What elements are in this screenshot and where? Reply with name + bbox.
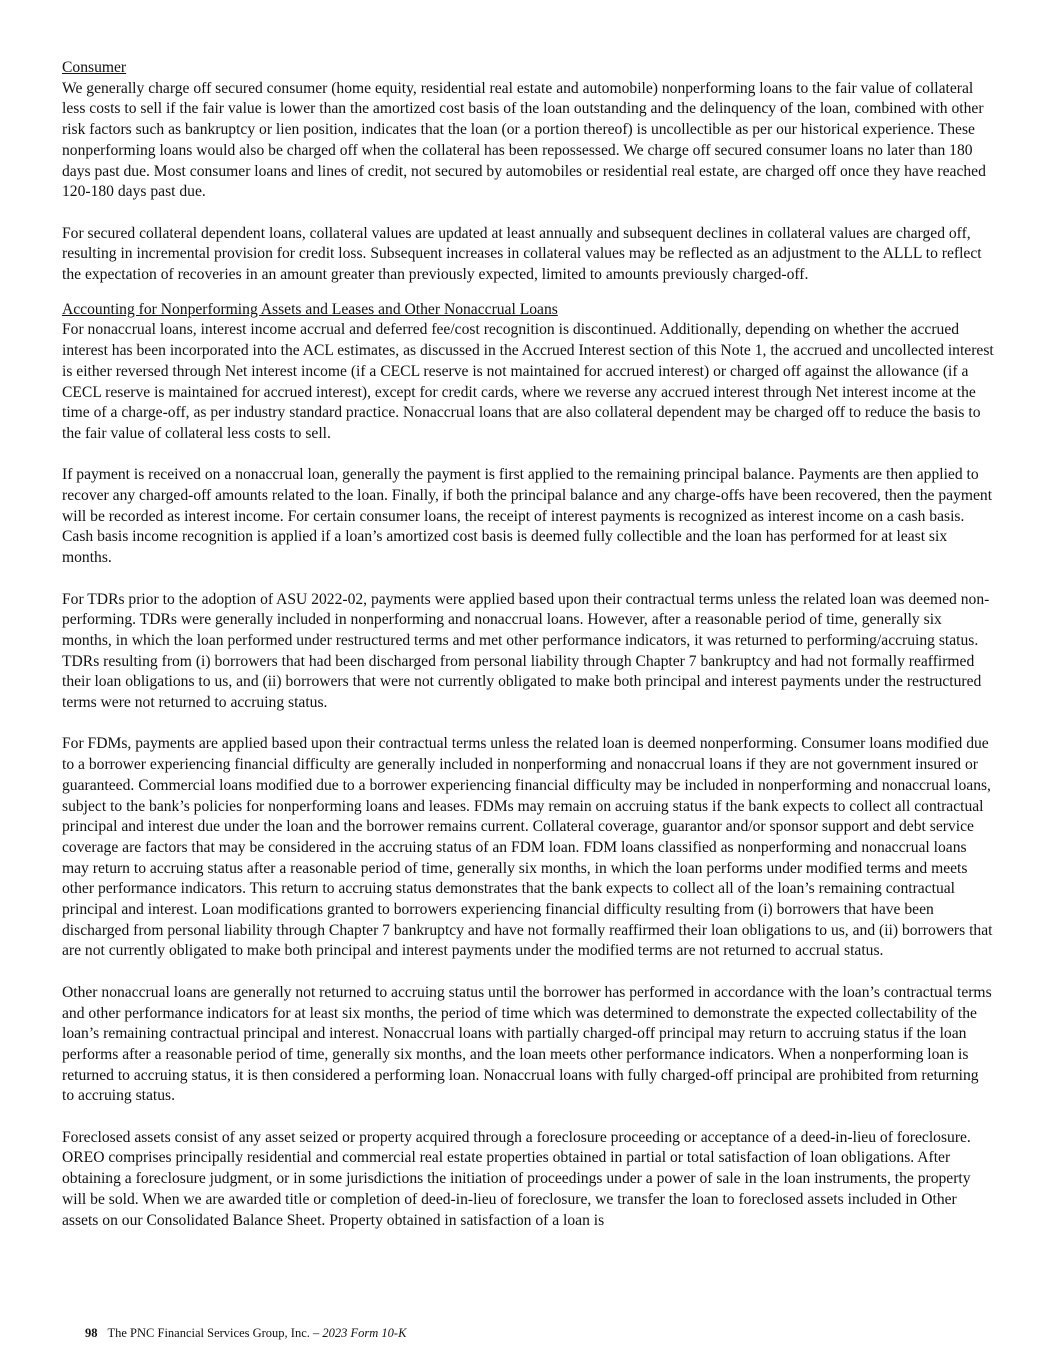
consumer-paragraph-1: We generally charge off secured consumer (home equity, residential real estate and automobile) nonperforming loans to the fair value of collateral less costs to sell if the fair value is lower than the amortized cost basis of the loan outstanding and the delinquency of the loan, combined with other risk factors such as bankruptcy or lien position, indicates that the loan (or a portion thereof) is uncollectible as per our historical experience. These nonperforming loans would also be charged off when the collateral has been repossessed. We charge off secured consumer loans no later than 180 days past due. Most consumer loans and lines of credit, not secured by automobiles or residential real estate, are charged off once they have reached 120-180 days past due. [62, 79, 986, 201]
accounting-heading: Accounting for Nonperforming Assets and Leases and Other Nonaccrual Loans [62, 300, 558, 318]
accounting-paragraph-5: Other nonaccrual loans are generally not returned to accruing status until the borrower has performed in accordance with the loan’s contractual terms and other performance indicators for at least six months, the period of time which was determined to demonstrate the expected collectability of the loan’s remaining contractual principal and interest. Nonaccrual loans with partially charged-off principal may return to accruing status if the loan performs after a reasonable period of time, generally six months, and the loan meets other performance indicators. When a nonperforming loan is returned to accruing status, it is then considered a performing loan. Nonaccrual loans with fully charged-off principal are prohibited from returning to accruing status. [62, 983, 992, 1105]
page-footer [85, 1325, 406, 1341]
accounting-paragraph-1: For nonaccrual loans, interest income accrual and deferred fee/cost recognition is discontinued. Additionally, depending on whether the accrued interest has been incorporated into the ACL estimates, as discussed in the Accrued Interest section of this Note 1, the accrued and uncollected interest is either reversed through Net interest income (if a CECL reserve is not maintained for accrued interest) or charged off against the allowance (if a CECL reserve is maintained for accrued interest), except for credit cards, where we reverse any accrued interest through Net interest income at the time of a charge-off, as per industry standard practice. Nonaccrual loans that are also collateral dependent may be charged off to reduce the basis to the fair value of collateral less costs to sell. [62, 321, 994, 442]
document-page [62, 58, 994, 1231]
accounting-paragraph-2: If payment is received on a nonaccrual loan, generally the payment is first applied to the remaining principal balance. Payments are then applied to recover any charged-off amounts related to the loan. Finally, if both the principal balance and any charge-offs have been recovered, then the payment will be recorded as interest income. For certain consumer loans, the receipt of interest payments is recognized as interest income on a cash basis. Cash basis income recognition is applied if a loan’s amortized cost basis is deemed fully collectible and the loan has performed for at least six months. [62, 466, 993, 567]
footer-form: 2023 Form 10-K [322, 1326, 407, 1340]
footer-company: The PNC Financial Services Group, Inc. – [107, 1326, 323, 1340]
accounting-paragraph-4: For FDMs, payments are applied based upon their contractual terms unless the related loan is deemed nonperforming. Consumer loans modified due to a borrower experiencing financial difficulty are generally included in nonperforming and nonaccrual loans if they are not government insured or guaranteed. Commercial loans modified due to a borrower experiencing financial difficulty may be included in nonperforming and nonaccrual loans, subject to the bank’s policies for nonperforming loans and leases. FDMs may remain on accruing status if the bank expects to collect all contractual principal and interest due under the loan and the borrower remains current. Collateral coverage, guarantor and/or sponsor support and debt service coverage are factors that may be considered in the accruing status of an FDM loan. FDM loans classified as nonperforming and nonaccrual loans may return to accruing status after a reasonable period of time, generally six months, in which the loan performs under modified terms and meets other performance indicators. This return to accruing status demonstrates that the bank expects to collect all of the loan’s remaining contractual principal and interest. Loan modifications granted to borrowers experiencing financial difficulty resulting from (i) borrowers that have been discharged from personal liability through Chapter 7 bankruptcy and have not formally reaffirmed their loan obligations to us, and (ii) borrowers that are not currently obligated to make both principal and interest payments under the modified terms are not returned to accrual status. [62, 735, 993, 960]
consumer-paragraph-2: For secured collateral dependent loans, collateral values are updated at least annually and subsequent declines in collateral values are charged off, resulting in incremental provision for credit loss. Subsequent increases in collateral values may be reflected as an adjustment to the ALLL to reflect the expectation of recoveries in an amount greater than previously expected, limited to amounts previously charged-off. [62, 224, 982, 284]
accounting-paragraph-3: For TDRs prior to the adoption of ASU 2022-02, payments were applied based upon their contractual terms unless the related loan was deemed non-performing. TDRs were generally included in nonperforming and nonaccrual loans. However, after a reasonable period of time, generally six months, in which the loan performed under restructured terms and met other performance indicators, it was returned to performing/accruing status. TDRs resulting from (i) borrowers that had been discharged from personal liability through Chapter 7 bankruptcy and had not formally reaffirmed their loan obligations to us, and (ii) borrowers that were not currently obligated to make both principal and interest payments under the restructured terms were not returned to accruing status. [62, 590, 990, 712]
accounting-paragraph-6: Foreclosed assets consist of any asset seized or property acquired through a foreclosure proceeding or acceptance of a deed-in-lieu of foreclosure. OREO comprises principally residential and commercial real estate properties obtained in partial or total satisfaction of loan obligations. After obtaining a foreclosure judgment, or in some jurisdictions the initiation of proceedings under a power of sale in the loan instruments, the property will be sold. When we are awarded title or completion of deed-in-lieu of foreclosure, we transfer the loan to foreclosed assets included in Other assets on our Consolidated Balance Sheet. Property obtained in satisfaction of a loan is [62, 1128, 971, 1229]
page-number: 98 [85, 1326, 98, 1340]
consumer-heading: Consumer [62, 59, 127, 76]
